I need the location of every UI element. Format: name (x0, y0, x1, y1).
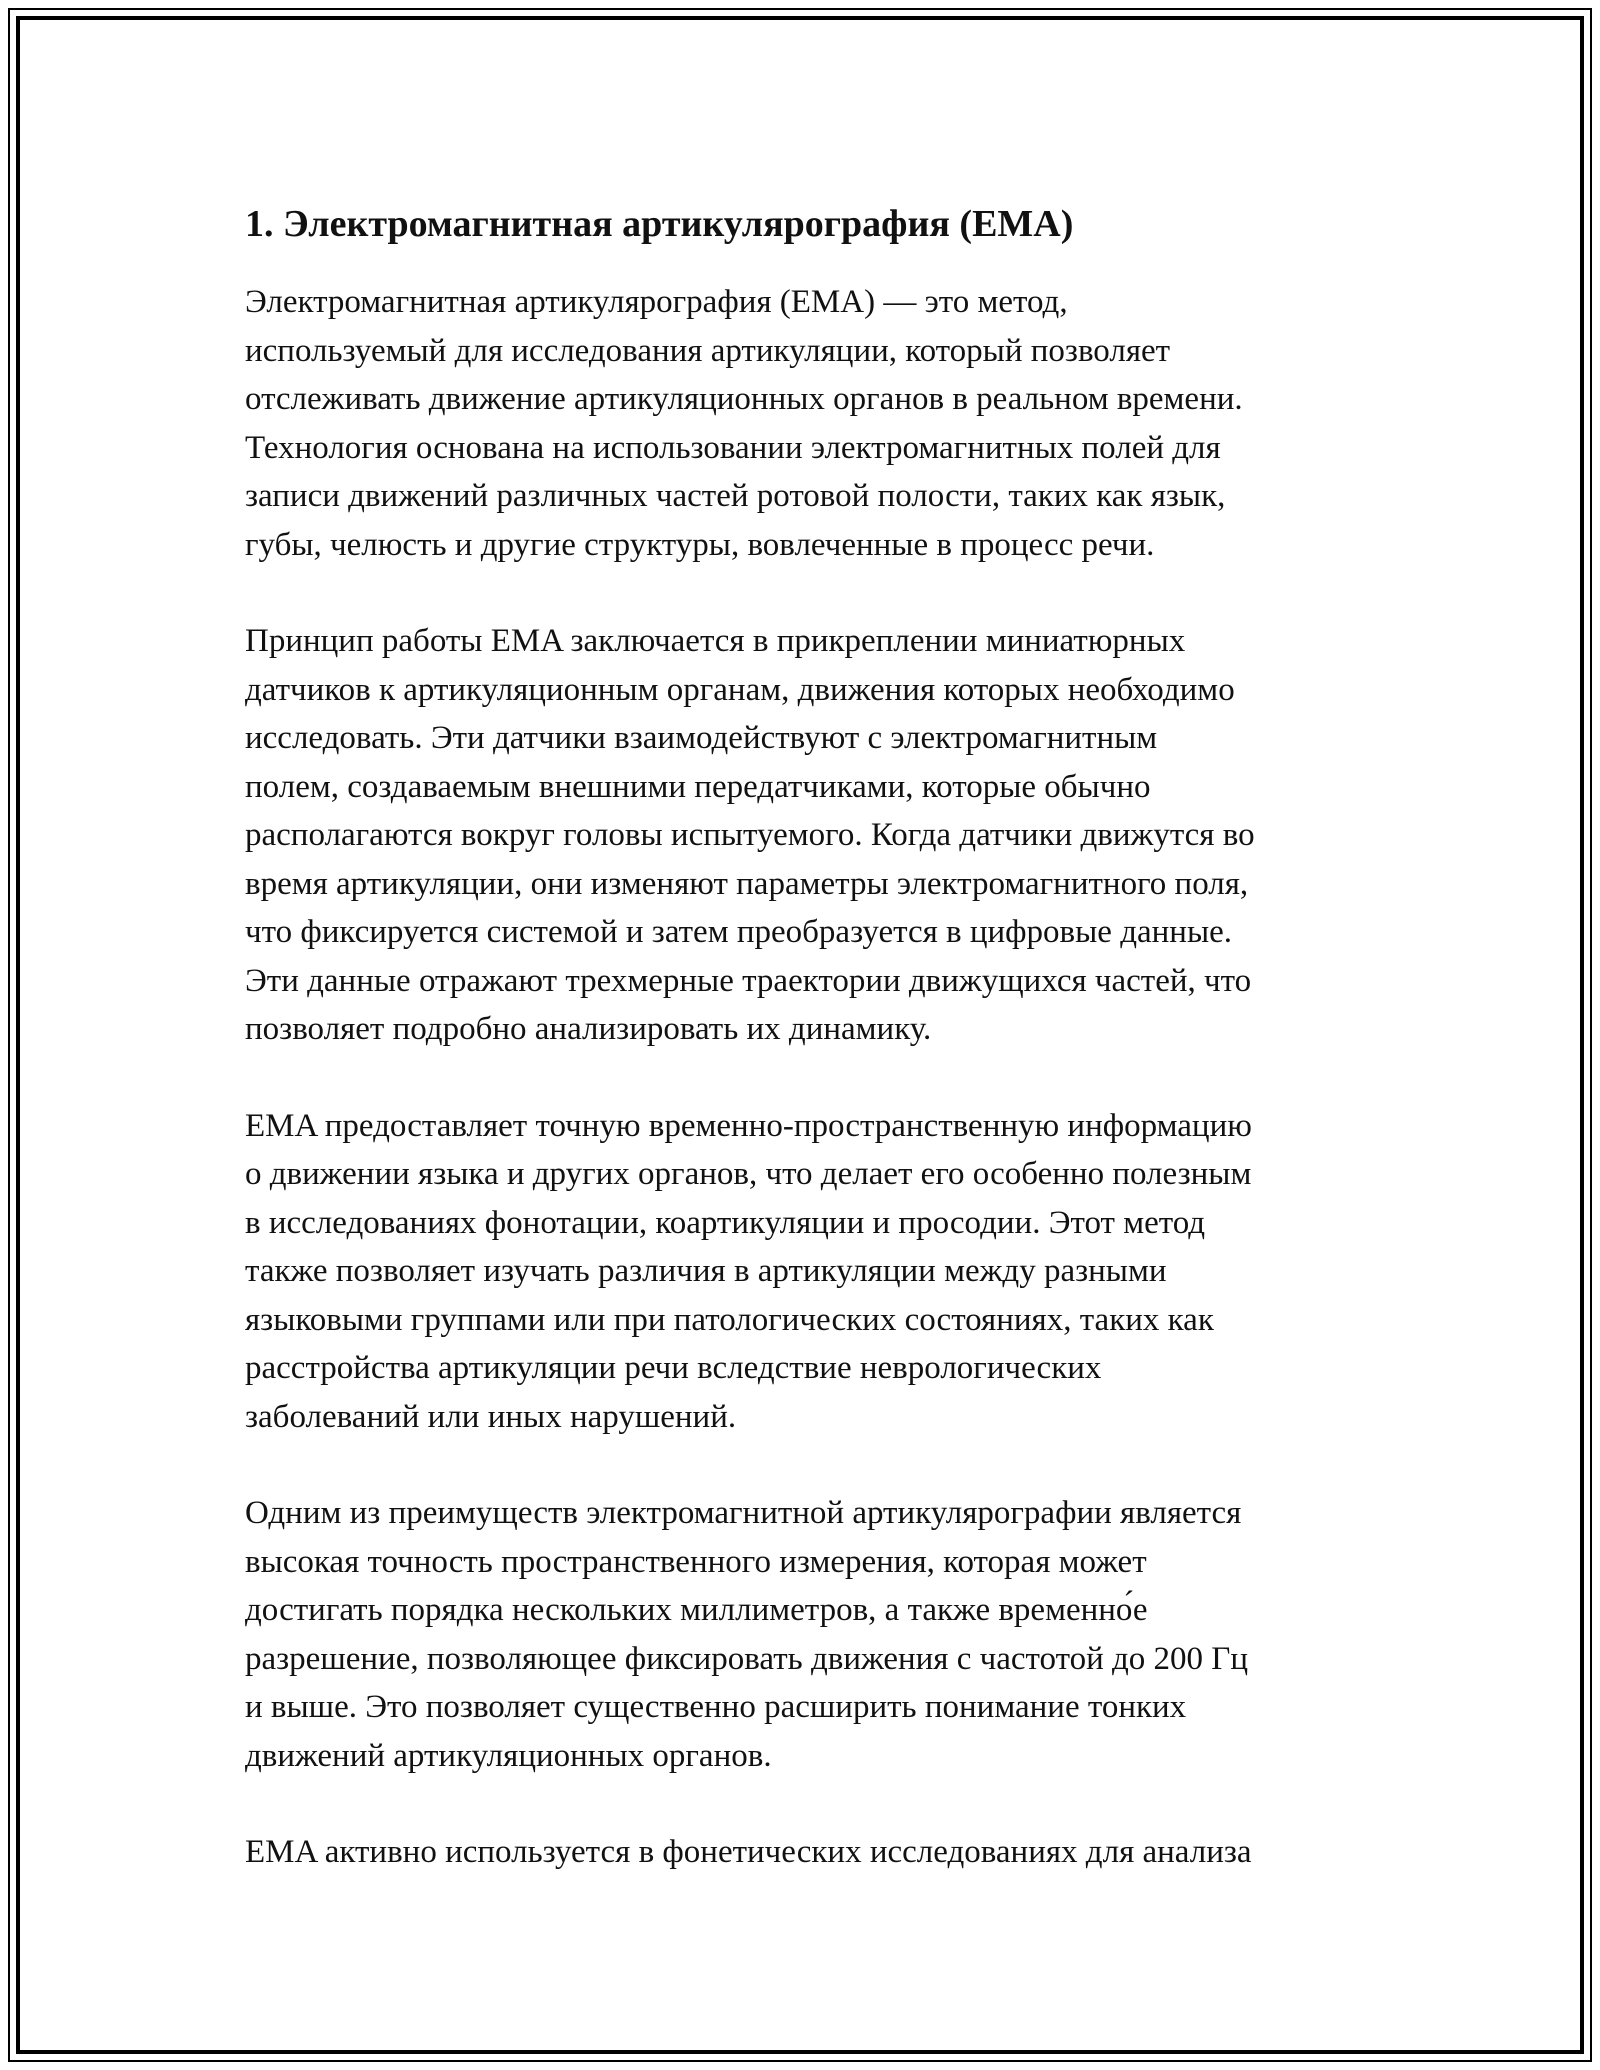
page-frame (8, 8, 1592, 2062)
paragraph-applications: EMA предоставляет точную временно-пространственную информацию о движении языка и других органов, что делает его особенно полезным в исследованиях фонотации, коартикуляции и просодии. Этот метод также позволяет изучать различия в артикуляции между разными языковыми группами или при патологических состояниях, таких как расстройства артикуляции речи вследствие неврологических заболеваний или иных нарушений. (245, 1107, 1252, 1435)
paragraph-usage: EMA активно используется в фонетических исследованиях для анализа (245, 1834, 1252, 1870)
section-heading: 1. Электромагнитная артикулярография (EMA) (245, 203, 1074, 245)
paragraph-principle: Принцип работы EMA заключается в прикреплении миниатюрных датчиков к артикуляционным органам, движения которых необходимо исследовать. Эти датчики взаимодействуют с электромагнитным полем, создаваемым внешними передатчиками, которые обычно располагаются вокруг головы испытуемого. Когда датчики движутся во время артикуляции, они изменяют параметры электромагнитного поля, что фиксируется системой и затем преобразуется в цифровые данные. Эти данные отражают трехмерные траектории движущихся частей, что позволяет подробно анализировать их динамику. (245, 623, 1255, 1047)
paragraph-advantages: Одним из преимуществ электромагнитной артикулярографии является высокая точность пространственного измерения, которая может достигать порядка нескольких миллиметров, а также временно́е разрешение, позволяющее фиксировать движения с частотой до 200 Гц и выше. Это позволяет существенно расширить понимание тонких движений артикуляционных органов. (245, 1495, 1249, 1774)
paragraph-intro: Электромагнитная артикулярография (EMA) — это метод, используемый для исследования артикуляции, который позволяет отслеживать движение артикуляционных органов в реальном времени. Технология основана на использовании электромагнитных полей для записи движений различных частей ротовой полости, таких как язык, губы, челюсть и другие структуры, вовлеченные в процесс речи. (245, 284, 1243, 563)
document-body (245, 198, 1405, 1925)
